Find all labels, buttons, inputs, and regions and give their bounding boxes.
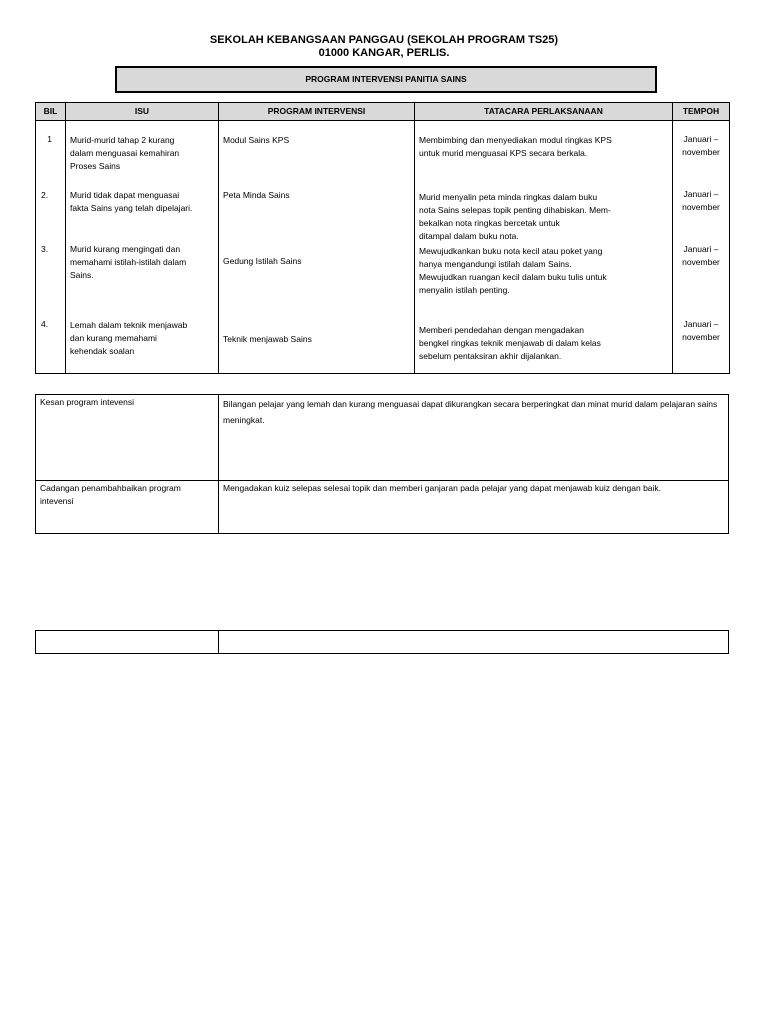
row-isu bbox=[66, 121, 219, 174]
tempoh-line: Januari – bbox=[683, 243, 719, 254]
table-row bbox=[36, 243, 730, 318]
isu-line: dalam menguasai kemahiran bbox=[70, 148, 180, 158]
tatacara-line: Mewujudkan ruangan kecil dalam buku tulis untuk bbox=[419, 271, 607, 282]
summary-table bbox=[35, 394, 729, 534]
row-bil: 4. bbox=[36, 318, 66, 374]
tatacara-line: menyalin istilah penting. bbox=[419, 284, 510, 295]
tatacara-line: Mewujudkankan buku nota kecil atau poket yang bbox=[419, 245, 603, 256]
tatacara-line: Murid menyalin peta minda ringkas dalam buku bbox=[419, 191, 598, 202]
summary-row-cadangan bbox=[36, 481, 729, 534]
blank-table bbox=[35, 630, 729, 654]
tempoh-line: november bbox=[682, 147, 720, 157]
row-tatacara bbox=[415, 121, 673, 174]
row-tatacara bbox=[415, 174, 673, 243]
table-row bbox=[36, 318, 730, 374]
summary-row-kesan bbox=[36, 395, 729, 481]
column-header-tempoh: TEMPOH bbox=[673, 103, 730, 121]
row-tempoh bbox=[673, 174, 730, 243]
tatacara-line: bengkel ringkas teknik menjawab di dalam kelas bbox=[419, 337, 601, 348]
isu-line: Murid-murid tahap 2 kurang bbox=[70, 135, 175, 145]
column-header-program: PROGRAM INTERVENSI bbox=[219, 103, 415, 121]
tempoh-line: Januari – bbox=[683, 188, 719, 199]
row-bil: 1 bbox=[36, 121, 66, 174]
tatacara-line: untuk murid menguasai KPS secara berkala. bbox=[419, 148, 588, 158]
row-isu bbox=[66, 243, 219, 318]
tempoh-line: Januari – bbox=[683, 134, 719, 144]
row-tempoh bbox=[673, 243, 730, 318]
tempoh-line: november bbox=[682, 201, 720, 212]
tatacara-line: Memberi pendedahan dengan mengadakan bbox=[419, 324, 584, 335]
row-tempoh bbox=[673, 121, 730, 174]
row-tempoh bbox=[673, 318, 730, 374]
table-row bbox=[36, 121, 730, 174]
isu-line: dan kurang memahami bbox=[70, 332, 157, 343]
isu-line: kehendak soalan bbox=[70, 345, 135, 356]
intervention-table bbox=[35, 102, 730, 374]
row-program: Gedung Istilah Sains bbox=[219, 243, 415, 318]
tatacara-line: sebelum pentaksiran akhir dijalankan. bbox=[419, 350, 562, 361]
cadangan-value: Mengadakan kuiz selepas selesai topik dan memberi ganjaran pada pelajar yang dapat menjawab kuiz dengan baik. bbox=[219, 481, 729, 534]
row-bil: 2. bbox=[36, 174, 66, 243]
tatacara-line: ditampal dalam buku nota. bbox=[419, 230, 519, 241]
isu-line: Sains. bbox=[70, 269, 94, 280]
row-program: Teknik menjawab Sains bbox=[219, 318, 415, 374]
row-program: Peta Minda Sains bbox=[219, 174, 415, 243]
row-isu bbox=[66, 174, 219, 243]
tatacara-line: bekalkan nota ringkas bercetak untuk bbox=[419, 217, 560, 228]
table-header-row bbox=[36, 103, 730, 121]
row-tatacara bbox=[415, 243, 673, 318]
row-tatacara bbox=[415, 318, 673, 374]
isu-line: Murid tidak dapat menguasai bbox=[70, 189, 180, 200]
isu-line: Proses Sains bbox=[70, 161, 121, 171]
isu-line: Lemah dalam teknik menjawab bbox=[70, 319, 188, 330]
isu-line: fakta Sains yang telah dipelajari. bbox=[70, 202, 193, 213]
tatacara-line: Membimbing dan menyediakan modul ringkas KPS bbox=[419, 135, 612, 145]
column-header-bil: BIL bbox=[36, 103, 66, 121]
tempoh-line: november bbox=[682, 256, 720, 267]
column-header-isu: ISU bbox=[66, 103, 219, 121]
row-bil: 3. bbox=[36, 243, 66, 318]
isu-line: Murid kurang mengingati dan bbox=[70, 243, 181, 254]
tatacara-line: nota Sains selepas topik penting dihabiskan. Mem- bbox=[419, 204, 611, 215]
cadangan-label: Cadangan penambahbaikan program intevensi bbox=[36, 481, 219, 534]
blank-cell bbox=[219, 631, 729, 654]
tempoh-line: november bbox=[682, 331, 720, 342]
kesan-label: Kesan program intevensi bbox=[36, 395, 219, 481]
tatacara-line: hanya mengandungi istilah dalam Sains. bbox=[419, 258, 572, 269]
blank-cell bbox=[36, 631, 219, 654]
row-program: Modul Sains KPS bbox=[219, 121, 415, 174]
document-header bbox=[0, 34, 768, 60]
school-address: 01000 KANGAR, PERLIS. bbox=[318, 47, 450, 59]
table-row bbox=[36, 174, 730, 243]
kesan-value: Bilangan pelajar yang lemah dan kurang menguasai dapat dikurangkan secara berperingkat dan minat murid dalam pelajaran sains meningkat. bbox=[219, 395, 729, 481]
column-header-tatacara: TATACARA PERLAKSANAAN bbox=[415, 103, 673, 121]
document-title: PROGRAM INTERVENSI PANITIA SAINS bbox=[115, 66, 657, 93]
tempoh-line: Januari – bbox=[683, 318, 719, 329]
blank-row bbox=[36, 631, 729, 654]
isu-line: memahami istilah-istilah dalam bbox=[70, 256, 187, 267]
school-name: SEKOLAH KEBANGSAAN PANGGAU (SEKOLAH PROGRAM TS25) bbox=[209, 34, 559, 46]
row-isu bbox=[66, 318, 219, 374]
